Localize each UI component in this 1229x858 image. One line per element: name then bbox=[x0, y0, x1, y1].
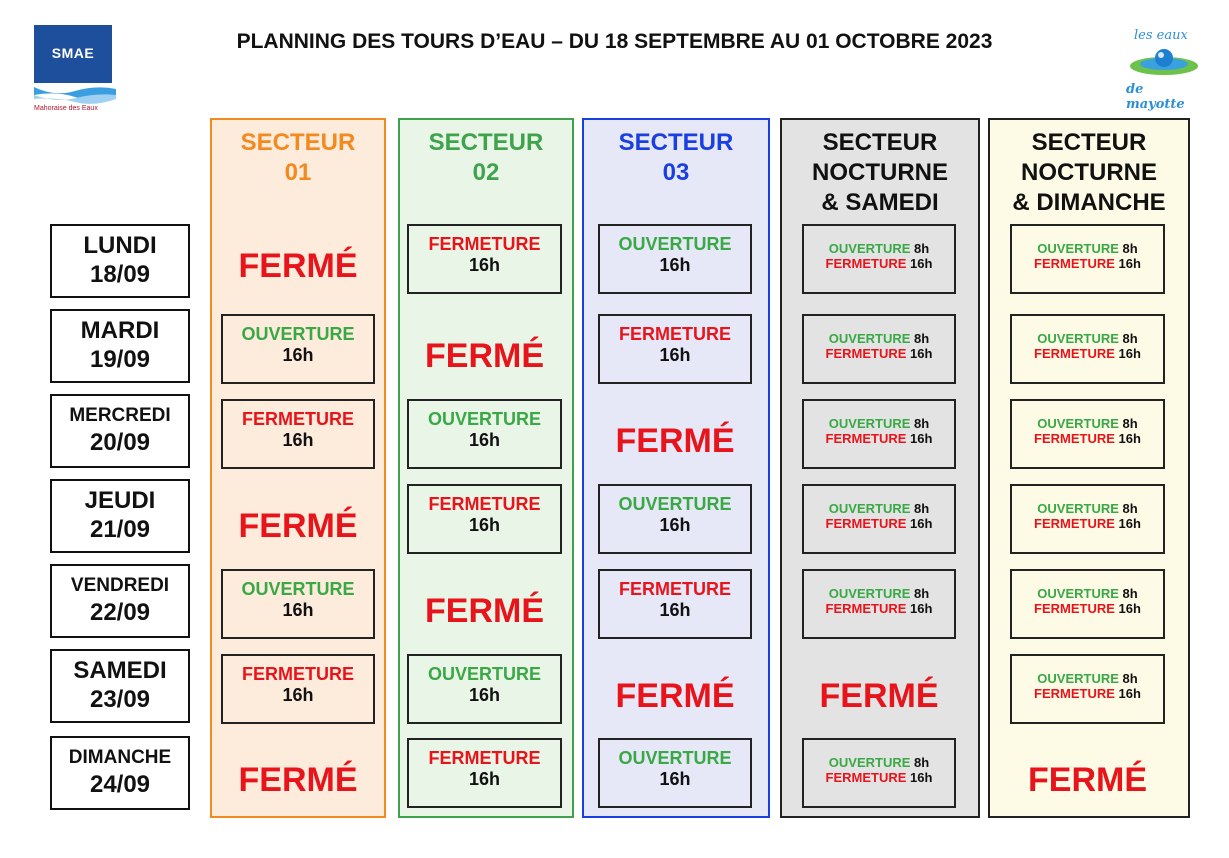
opening-time: 16h bbox=[659, 255, 691, 275]
closing-label: FERMETURE bbox=[619, 324, 731, 344]
closing-row bbox=[804, 770, 954, 785]
opening-time: 8h bbox=[1122, 331, 1138, 346]
opening-row bbox=[1012, 241, 1163, 256]
closing-time: 16h bbox=[659, 345, 691, 365]
opening-label: OUVERTURE bbox=[828, 416, 915, 431]
closing-row bbox=[1012, 431, 1163, 446]
sector-night-saturday-header: SECTEUR NOCTURNE & SAMEDI bbox=[812, 129, 948, 216]
closing-cell bbox=[598, 314, 752, 384]
opening-label: OUVERTURE bbox=[618, 748, 732, 768]
opening-time: 8h bbox=[1122, 416, 1138, 431]
closing-label: FERMETURE bbox=[428, 748, 541, 768]
closing-row bbox=[804, 431, 954, 446]
closing-label: FERMETURE bbox=[1034, 516, 1119, 531]
closing-label: FERMETURE bbox=[1034, 256, 1119, 271]
opening-label: OUVERTURE bbox=[828, 755, 915, 770]
closing-time: 16h bbox=[468, 255, 501, 275]
open-close-cell bbox=[802, 484, 956, 554]
opening-cell bbox=[598, 484, 752, 554]
closing-time: 16h bbox=[1118, 431, 1141, 446]
closing-label: FERMETURE bbox=[619, 579, 731, 599]
closing-row bbox=[1012, 601, 1163, 616]
closed-label: FERMÉ bbox=[238, 761, 358, 799]
opening-label: OUVERTURE bbox=[618, 234, 732, 254]
opening-row bbox=[804, 501, 954, 516]
open-close-cell bbox=[1010, 569, 1165, 639]
closing-cell bbox=[407, 738, 562, 808]
opening-label: OUVERTURE bbox=[828, 501, 915, 516]
closed-label: FERMÉ bbox=[425, 592, 544, 630]
closing-time: 16h bbox=[282, 685, 314, 705]
opening-label: OUVERTURE bbox=[1037, 671, 1123, 686]
opening-time: 16h bbox=[659, 769, 691, 789]
closing-time: 16h bbox=[468, 769, 501, 789]
closed-label: FERMÉ bbox=[1028, 761, 1147, 799]
open-close-cell bbox=[1010, 224, 1165, 294]
day-label-thursday: JEUDI 21/09 bbox=[50, 479, 190, 553]
open-close-cell bbox=[1010, 484, 1165, 554]
closing-label: FERMETURE bbox=[242, 664, 354, 684]
eaux-logo-line1: les eaux bbox=[1134, 28, 1188, 43]
opening-row bbox=[804, 586, 954, 601]
opening-label: OUVERTURE bbox=[828, 331, 915, 346]
closing-label: FERMETURE bbox=[428, 234, 541, 254]
opening-row bbox=[804, 241, 954, 256]
opening-time: 16h bbox=[468, 430, 501, 450]
opening-row bbox=[804, 331, 954, 346]
open-close-cell bbox=[1010, 654, 1165, 724]
closed-label: FERMÉ bbox=[615, 677, 735, 715]
opening-row bbox=[1012, 671, 1163, 686]
opening-cell bbox=[221, 569, 375, 639]
opening-label: OUVERTURE bbox=[241, 579, 355, 599]
opening-label: OUVERTURE bbox=[241, 324, 355, 344]
closing-label: FERMETURE bbox=[1034, 431, 1119, 446]
opening-label: OUVERTURE bbox=[618, 494, 732, 514]
closing-time: 16h bbox=[1118, 686, 1141, 701]
sector-03-header: SECTEUR 03 bbox=[618, 129, 734, 186]
closing-cell bbox=[221, 654, 375, 724]
closing-label: FERMETURE bbox=[825, 770, 911, 785]
opening-label: OUVERTURE bbox=[828, 586, 915, 601]
closing-label: FERMETURE bbox=[1034, 601, 1119, 616]
day-label-friday: VENDREDI 22/09 bbox=[50, 564, 190, 638]
closing-label: FERMETURE bbox=[1034, 346, 1119, 361]
open-close-cell bbox=[802, 399, 956, 469]
opening-cell bbox=[221, 314, 375, 384]
opening-row bbox=[804, 416, 954, 431]
closing-time: 16h bbox=[910, 431, 933, 446]
opening-time: 8h bbox=[914, 755, 930, 770]
open-close-cell bbox=[802, 569, 956, 639]
closing-label: FERMETURE bbox=[825, 346, 911, 361]
closing-label: FERMETURE bbox=[825, 256, 911, 271]
opening-label: OUVERTURE bbox=[1037, 331, 1123, 346]
smae-logo-text: SMAE bbox=[51, 45, 95, 61]
day-label-wednesday: MERCREDI 20/09 bbox=[50, 394, 190, 468]
closing-row bbox=[804, 256, 954, 271]
opening-label: OUVERTURE bbox=[1037, 241, 1123, 256]
open-close-cell bbox=[1010, 399, 1165, 469]
closing-time: 16h bbox=[468, 515, 501, 535]
opening-time: 8h bbox=[1122, 671, 1138, 686]
opening-label: OUVERTURE bbox=[1037, 586, 1123, 601]
closing-cell bbox=[407, 484, 562, 554]
opening-time: 8h bbox=[1122, 501, 1138, 516]
closing-label: FERMETURE bbox=[825, 601, 911, 616]
opening-time: 16h bbox=[282, 600, 314, 620]
sector-01-header: SECTEUR 01 bbox=[240, 129, 356, 186]
opening-label: OUVERTURE bbox=[1037, 416, 1123, 431]
eaux-mayotte-logo bbox=[1124, 28, 1202, 112]
opening-row bbox=[1012, 331, 1163, 346]
closing-time: 16h bbox=[910, 516, 933, 531]
closing-time: 16h bbox=[910, 346, 933, 361]
closing-time: 16h bbox=[282, 430, 314, 450]
closing-cell bbox=[598, 569, 752, 639]
opening-cell bbox=[598, 224, 752, 294]
closed-label: FERMÉ bbox=[615, 422, 735, 460]
opening-time: 8h bbox=[914, 331, 930, 346]
water-drop-icon bbox=[1128, 44, 1200, 82]
closing-time: 16h bbox=[910, 256, 933, 271]
smae-logo bbox=[34, 25, 118, 115]
closing-label: FERMETURE bbox=[242, 409, 354, 429]
day-label-tuesday: MARDI 19/09 bbox=[50, 309, 190, 383]
sector-night-sunday-header: SECTEUR NOCTURNE & DIMANCHE bbox=[1012, 129, 1166, 216]
open-close-cell bbox=[1010, 314, 1165, 384]
closing-time: 16h bbox=[1118, 346, 1141, 361]
opening-time: 16h bbox=[468, 685, 501, 705]
open-close-cell bbox=[802, 738, 956, 808]
closing-time: 16h bbox=[659, 600, 691, 620]
open-close-cell bbox=[802, 224, 956, 294]
closing-cell bbox=[407, 224, 562, 294]
opening-time: 16h bbox=[282, 345, 314, 365]
closed-label: FERMÉ bbox=[819, 677, 939, 715]
closing-time: 16h bbox=[1118, 516, 1141, 531]
closing-label: FERMETURE bbox=[825, 516, 911, 531]
opening-time: 8h bbox=[1122, 241, 1138, 256]
closing-time: 16h bbox=[910, 770, 933, 785]
sector-02-header: SECTEUR 02 bbox=[428, 129, 544, 186]
closing-row bbox=[1012, 516, 1163, 531]
closing-time: 16h bbox=[1118, 601, 1141, 616]
closing-label: FERMETURE bbox=[1034, 686, 1119, 701]
page-title: PLANNING DES TOURS D’EAU – DU 18 SEPTEMBRE AU 01 OCTOBRE 2023 bbox=[236, 30, 993, 53]
closing-label: FERMETURE bbox=[428, 494, 541, 514]
opening-time: 8h bbox=[914, 586, 930, 601]
opening-row bbox=[1012, 586, 1163, 601]
opening-time: 16h bbox=[659, 515, 691, 535]
opening-label: OUVERTURE bbox=[427, 664, 541, 684]
opening-time: 8h bbox=[1122, 586, 1138, 601]
closing-row bbox=[804, 346, 954, 361]
closing-time: 16h bbox=[910, 601, 933, 616]
closing-cell bbox=[221, 399, 375, 469]
opening-time: 8h bbox=[914, 241, 930, 256]
eaux-logo-line2: de mayotte bbox=[1126, 82, 1185, 112]
closing-row bbox=[1012, 256, 1163, 271]
day-label-sunday: DIMANCHE 24/09 bbox=[50, 736, 190, 810]
opening-row bbox=[1012, 501, 1163, 516]
opening-time: 8h bbox=[914, 501, 930, 516]
opening-label: OUVERTURE bbox=[1037, 501, 1123, 516]
opening-cell bbox=[598, 738, 752, 808]
closing-row bbox=[804, 601, 954, 616]
closing-time: 16h bbox=[1118, 256, 1141, 271]
day-label-saturday: SAMEDI 23/09 bbox=[50, 649, 190, 723]
opening-label: OUVERTURE bbox=[828, 241, 915, 256]
opening-row bbox=[1012, 416, 1163, 431]
opening-cell bbox=[407, 654, 562, 724]
opening-cell bbox=[407, 399, 562, 469]
closing-row bbox=[1012, 346, 1163, 361]
closing-label: FERMETURE bbox=[825, 431, 911, 446]
day-label-monday: LUNDI 18/09 bbox=[50, 224, 190, 298]
opening-time: 8h bbox=[914, 416, 930, 431]
closing-row bbox=[1012, 686, 1163, 701]
smae-logo-subtitle: Mahoraise des Eaux bbox=[34, 105, 98, 112]
opening-row bbox=[804, 755, 954, 770]
opening-label: OUVERTURE bbox=[427, 409, 541, 429]
open-close-cell bbox=[802, 314, 956, 384]
closed-label: FERMÉ bbox=[238, 247, 358, 285]
closed-label: FERMÉ bbox=[425, 337, 544, 375]
closed-label: FERMÉ bbox=[238, 507, 358, 545]
closing-row bbox=[804, 516, 954, 531]
